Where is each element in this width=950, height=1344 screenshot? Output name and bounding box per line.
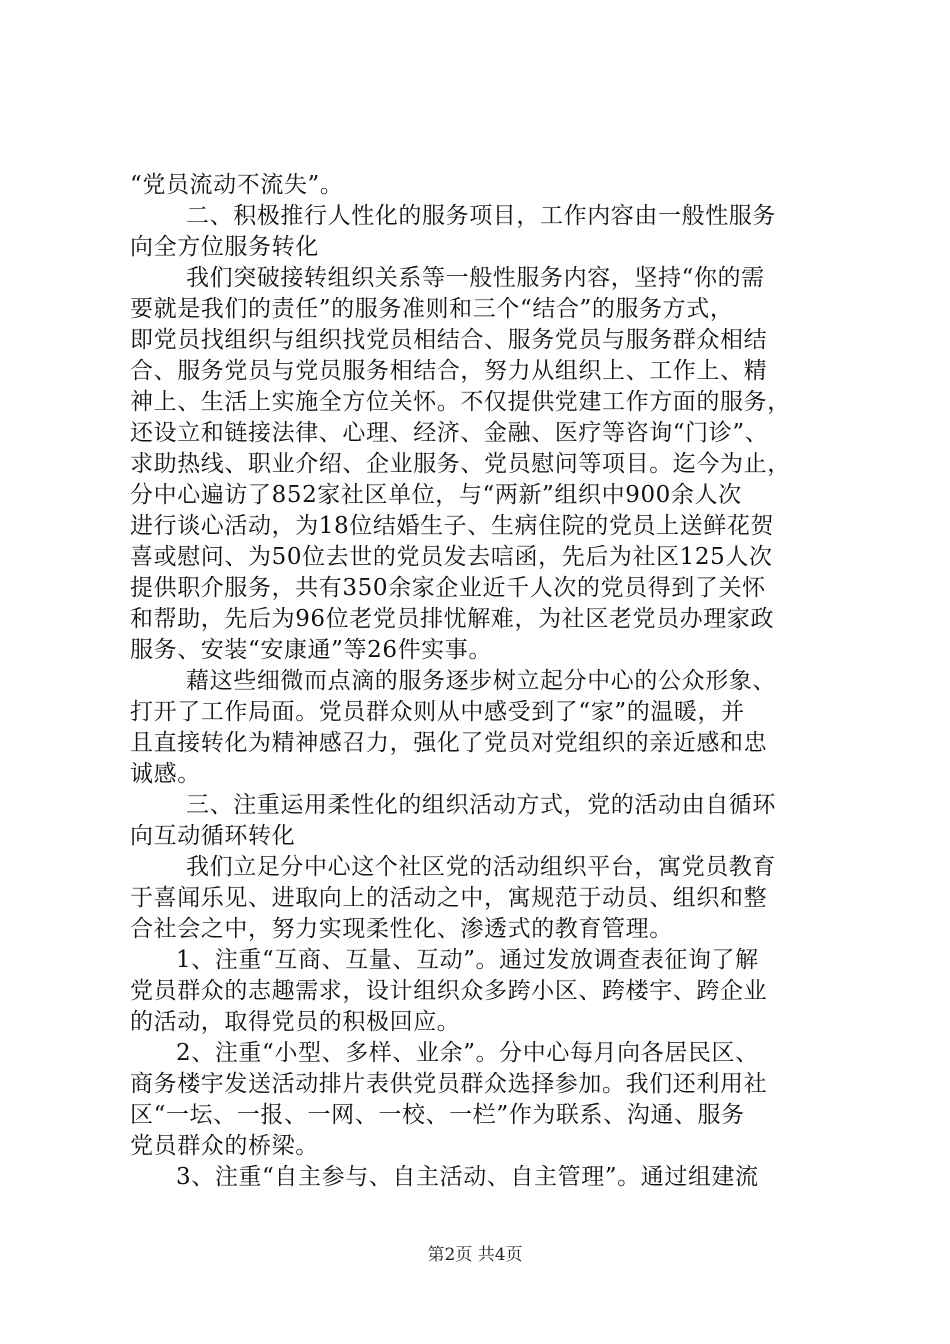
- text-line: 还设立和链接法律、心理、经济、金融、医疗等咨询“门诊”、: [130, 420, 769, 446]
- text-line: 党员群众的桥梁。: [130, 1133, 319, 1159]
- text-line: 分中心遍访了852家社区单位，与“两新”组织中900余人次: [130, 482, 742, 508]
- text-line: 服务、安装“安康通”等26件实事。: [130, 637, 492, 663]
- text-line: 3、注重“自主参与、自主活动、自主管理”。通过组建流: [176, 1164, 759, 1190]
- text-line: 合、服务党员与党员服务相结合，努力从组织上、工作上、精: [130, 358, 768, 384]
- text-line: 我们立足分中心这个社区党的活动组织平台，寓党员教育: [186, 854, 776, 880]
- text-line: 党员群众的志趣需求，设计组织众多跨小区、跨楼宇、跨企业: [130, 978, 768, 1004]
- text-line: 二、积极推行人性化的服务项目，工作内容由一般性服务: [186, 203, 776, 229]
- text-line: 和帮助，先后为96位老党员排忧解难，为社区老党员办理家政: [130, 606, 775, 632]
- text-line: 即党员找组织与组织找党员相结合、服务党员与服务群众相结: [130, 327, 768, 353]
- text-line: 我们突破接转组织关系等一般性服务内容，坚持“你的需: [186, 265, 765, 291]
- text-line: 于喜闻乐见、进取向上的活动之中，寓规范于动员、组织和整: [130, 885, 768, 911]
- text-line: 2、注重“小型、多样、业余”。分中心每月向各居民区、: [176, 1040, 759, 1066]
- text-line: 喜或慰问、为50位去世的党员发去唁函，先后为社区125人次: [130, 544, 773, 570]
- text-line: 求助热线、职业介绍、企业服务、党员慰问等项目。迄今为止，: [130, 451, 791, 477]
- text-line: 进行谈心活动，为18位结婚生子、生病住院的党员上送鲜花贺: [130, 513, 775, 539]
- text-line: 合社会之中，努力实现柔性化、渗透式的教育管理。: [130, 916, 673, 942]
- text-line: “党员流动不流失”。: [130, 172, 344, 198]
- text-line: 打开了工作局面。党员群众则从中感受到了“家”的温暖，并: [130, 699, 745, 725]
- text-line: 向全方位服务转化: [130, 234, 319, 260]
- text-line: 且直接转化为精神感召力，强化了党员对党组织的亲近感和忠: [130, 730, 768, 756]
- text-line: 要就是我们的责任”的服务准则和三个“结合”的服务方式，: [130, 296, 734, 322]
- body-text: [130, 170, 830, 1193]
- text-line: 提供职介服务，共有350余家企业近千人次的党员得到了关怀: [130, 575, 766, 601]
- text-line: 1、注重“互商、互量、互动”。通过发放调查表征询了解: [176, 947, 759, 973]
- text-line: 诚感。: [130, 761, 201, 787]
- text-line: 商务楼宇发送活动排片表供党员群众选择参加。我们还利用社: [130, 1071, 768, 1097]
- text-line: 向互动循环转化: [130, 823, 296, 849]
- text-line: 藉这些细微而点滴的服务逐步树立起分中心的公众形象、: [186, 668, 776, 694]
- text-line: 神上、生活上实施全方位关怀。不仅提供党建工作方面的服务，: [130, 389, 791, 415]
- text-line: 区“一坛、一报、一网、一校、一栏”作为联系、沟通、服务: [130, 1102, 745, 1128]
- text-line: 三、注重运用柔性化的组织活动方式，党的活动由自循环: [186, 792, 776, 818]
- text-line: 的活动，取得党员的积极回应。: [130, 1009, 461, 1035]
- page-footer: 第2页 共4页: [427, 1245, 523, 1265]
